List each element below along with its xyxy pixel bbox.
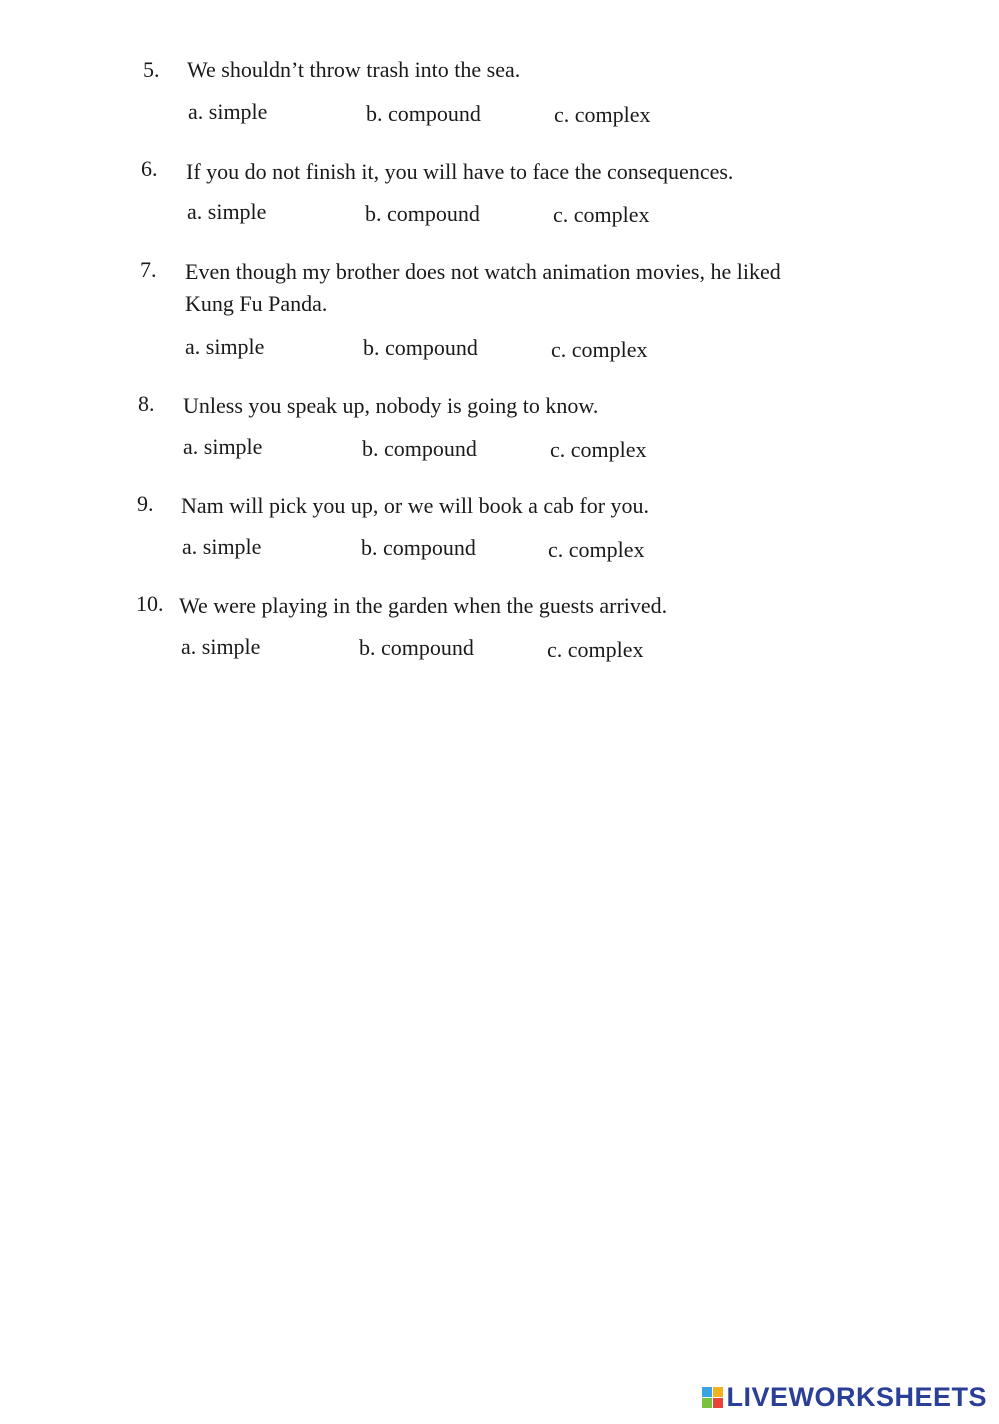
- logo-square-3: [702, 1398, 712, 1408]
- question-text-line-1: Even though my brother does not watch animation movies, he liked: [185, 259, 781, 284]
- option-a[interactable]: a. simple: [185, 334, 265, 359]
- option-b[interactable]: b. compound: [361, 535, 476, 560]
- question-number: 5.: [143, 57, 160, 82]
- question-text: We were playing in the garden when the guests arrived.: [179, 593, 668, 618]
- option-a[interactable]: a. simple: [181, 634, 261, 659]
- question-number: 10.: [136, 591, 164, 616]
- option-c[interactable]: c. complex: [548, 537, 645, 562]
- logo-square-1: [702, 1387, 712, 1397]
- option-a[interactable]: a. simple: [187, 199, 267, 224]
- option-b[interactable]: b. compound: [362, 436, 477, 461]
- option-c[interactable]: c. complex: [547, 637, 644, 662]
- question-number: 6.: [141, 156, 158, 181]
- liveworksheets-logo-icon: [702, 1387, 723, 1408]
- option-b[interactable]: b. compound: [365, 201, 480, 226]
- question-text: Unless you speak up, nobody is going to know.: [183, 393, 599, 418]
- option-a[interactable]: a. simple: [188, 99, 268, 124]
- question-number: 7.: [140, 257, 157, 282]
- question-text: If you do not finish it, you will have to face the consequences.: [186, 159, 734, 184]
- question-text: Nam will pick you up, or we will book a cab for you.: [181, 493, 650, 518]
- option-b[interactable]: b. compound: [366, 101, 481, 126]
- question-text-line-2: Kung Fu Panda.: [185, 291, 328, 316]
- option-c[interactable]: c. complex: [551, 337, 648, 362]
- option-a[interactable]: a. simple: [183, 434, 263, 459]
- question-text: We shouldn’t throw trash into the sea.: [187, 57, 521, 82]
- option-c[interactable]: c. complex: [554, 102, 651, 127]
- question-number: 9.: [137, 491, 154, 516]
- option-a[interactable]: a. simple: [182, 534, 262, 559]
- logo-square-4: [713, 1398, 723, 1408]
- option-b[interactable]: b. compound: [363, 335, 478, 360]
- brand-name: LIVEWORKSHEETS: [726, 1381, 987, 1412]
- question-number: 8.: [138, 391, 155, 416]
- option-c[interactable]: c. complex: [550, 437, 647, 462]
- option-b[interactable]: b. compound: [359, 635, 474, 660]
- option-c[interactable]: c. complex: [553, 202, 650, 227]
- logo-square-2: [713, 1387, 723, 1397]
- liveworksheets-brand: [702, 1381, 987, 1412]
